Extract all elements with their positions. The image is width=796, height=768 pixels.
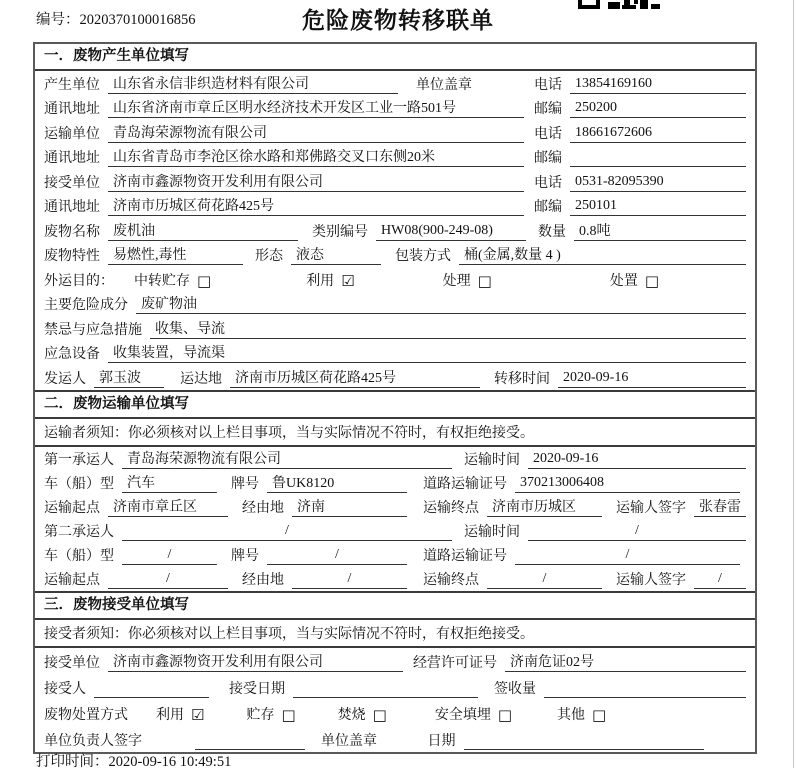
page-title: 危险废物转移联单 <box>302 8 494 33</box>
emergency-label: 禁忌与应急措施 <box>44 322 142 338</box>
plate2-label: 牌号 <box>231 548 259 564</box>
row-carrier2 <box>35 519 755 543</box>
row-receiving-person <box>35 674 755 700</box>
vehicle2-label: 车（船）型 <box>44 548 114 564</box>
destination-label: 运达地 <box>180 371 222 387</box>
transfer-time-label: 转移时间 <box>494 371 550 387</box>
origin1-value: 济南市章丘区 <box>108 496 228 517</box>
person-label: 接受人 <box>44 681 86 697</box>
license-value: 济南危证02号 <box>505 651 746 672</box>
phone1-value: 13854169160 <box>570 76 746 94</box>
vehicle2-value: / <box>122 547 217 565</box>
row-shipper <box>35 365 755 390</box>
permit1-value: 370213006408 <box>515 475 740 493</box>
row-route1 <box>35 495 755 519</box>
page-edge-divider <box>793 0 794 768</box>
address1-label: 通讯地址 <box>44 102 100 117</box>
section2-header: 二．废物运输单位填写 <box>35 390 755 419</box>
terminus1-value: 济南市历城区 <box>487 496 602 517</box>
receiver-label: 接受单位 <box>44 175 100 191</box>
checkbox-label: 安全填埋 <box>434 707 491 723</box>
permit2-value: / <box>515 547 740 565</box>
transporter-label: 运输单位 <box>44 126 100 142</box>
vehicle1-value: 汽车 <box>122 472 217 493</box>
phone1-label: 电话 <box>534 77 562 93</box>
receiving-unit-label: 接受单位 <box>44 655 100 671</box>
row-hazard <box>35 292 755 317</box>
hazard-value: 废矿物油 <box>136 293 746 314</box>
form-value: 液态 <box>291 244 381 265</box>
unit-seal-label: 单位盖章 <box>321 733 377 749</box>
transporter-notice <box>35 419 755 447</box>
carrier1-label: 第一承运人 <box>44 452 114 468</box>
purpose-option-transfer-storage <box>134 270 211 292</box>
via2-label: 经由地 <box>242 572 284 588</box>
disposal-option-other <box>557 704 606 726</box>
shipper-label: 发运人 <box>44 371 86 387</box>
checkbox-label: 利用 <box>306 273 335 289</box>
emergency-value: 收集、导流 <box>150 318 746 339</box>
received-amount-label: 签收量 <box>494 681 536 697</box>
via1-value: 济南 <box>292 496 407 517</box>
serial-label: 编号： <box>36 12 80 28</box>
waste-name-label: 废物名称 <box>44 224 100 240</box>
person-value <box>94 680 209 698</box>
sign-date-label: 日期 <box>427 733 456 749</box>
equipment-label: 应急设备 <box>44 347 100 362</box>
zip1-value: 250200 <box>570 100 746 118</box>
zip1-group <box>534 98 746 120</box>
form-label: 形态 <box>255 249 283 264</box>
sign1-label: 运输人签字 <box>616 500 686 516</box>
zip1-label: 邮编 <box>534 102 562 117</box>
address1-value: 山东省济南市章丘区明水经济技术开发区工业一路501号 <box>108 97 524 118</box>
receive-date-value <box>293 680 478 698</box>
row-transporter-address <box>35 145 755 170</box>
packing-label: 包装方式 <box>395 249 451 264</box>
disposal-option-incinerate <box>338 704 387 726</box>
receiver-notice <box>35 620 755 648</box>
permit2-label: 道路运输证号 <box>423 548 507 564</box>
checkbox-icon: □ <box>477 271 492 290</box>
sign2-label: 运输人签字 <box>616 572 686 588</box>
phone3-value: 0531-82095390 <box>570 174 746 192</box>
purpose-option-utilize <box>306 270 354 292</box>
waste-name-value: 废机油 <box>108 220 298 241</box>
row-route2 <box>35 567 755 591</box>
phone2-value: 18661672606 <box>570 125 746 143</box>
terminus2-value: / <box>487 571 602 589</box>
time1-label: 运输时间 <box>464 452 520 468</box>
head-sign-label: 单位负责人签字 <box>44 733 142 749</box>
checkbox-label: 中转贮存 <box>134 273 190 289</box>
print-time-label: 打印时间： <box>36 754 109 768</box>
address2-label: 通讯地址 <box>44 151 100 166</box>
checkbox-icon: □ <box>372 705 387 724</box>
time1-value: 2020-09-16 <box>528 451 746 469</box>
checkbox-icon: □ <box>644 271 660 290</box>
checkbox-icon: □ <box>497 705 513 724</box>
head-sign-value <box>195 732 305 750</box>
category-value: HW08(900-249-08) <box>376 223 526 241</box>
origin2-label: 运输起点 <box>44 572 100 588</box>
destination-value: 济南市历城区荷花路425号 <box>230 367 480 388</box>
traits-value: 易燃性,毒性 <box>108 244 243 265</box>
checkbox-label: 其他 <box>557 707 586 723</box>
traits-label: 废物特性 <box>44 249 100 264</box>
plate2-value: / <box>267 547 407 565</box>
checkbox-checked-icon: ☑ <box>341 271 355 290</box>
print-time <box>36 750 231 768</box>
notice-text: 接受者须知：你必须核对以上栏目事项，当与实际情况不符时，有权拒绝接受。 <box>44 626 534 642</box>
purpose-option-treat <box>443 270 492 292</box>
carrier2-value: / <box>122 523 452 541</box>
zip3-group <box>534 196 746 218</box>
zip3-label: 邮编 <box>534 200 562 215</box>
phone2-label: 电话 <box>534 126 562 142</box>
row-waste-name <box>35 218 755 243</box>
vehicle1-label: 车（船）型 <box>44 476 114 492</box>
row-equipment <box>35 341 755 366</box>
checkbox-icon: □ <box>592 705 607 724</box>
zip2-value <box>570 149 746 167</box>
row-vehicle1 <box>35 471 755 495</box>
terminus1-label: 运输终点 <box>423 500 479 516</box>
checkbox-label: 贮存 <box>246 707 275 723</box>
checkbox-checked-icon: ☑ <box>191 705 205 724</box>
notice-text: 运输者须知：你必须核对以上栏目事项，当与实际情况不符时，有权拒绝接受。 <box>44 425 534 441</box>
section1-header: 一．废物产生单位填写 <box>35 44 755 71</box>
row-emergency <box>35 316 755 341</box>
disposal-option-landfill <box>435 704 512 726</box>
packing-value: 桶(金属,数量 4 ) <box>459 244 746 265</box>
purpose-label: 外运目的： <box>44 273 114 289</box>
qr-code-icon <box>578 0 660 9</box>
phone3-group <box>534 172 746 194</box>
row-head-signature <box>35 726 755 752</box>
purpose-option-dispose <box>610 270 659 292</box>
manifest-form <box>33 42 757 754</box>
checkbox-label: 焚烧 <box>337 707 366 723</box>
row-waste-traits <box>35 243 755 268</box>
phone1-group <box>534 74 746 96</box>
via2-value: / <box>292 571 407 589</box>
receiver-value: 济南市鑫源物资开发利用有限公司 <box>108 171 524 192</box>
disposal-option-utilize <box>156 704 204 726</box>
sign-date-value <box>464 732 704 750</box>
checkbox-icon: □ <box>197 271 212 290</box>
checkbox-label: 利用 <box>156 707 184 723</box>
zip2-group <box>534 147 746 169</box>
row-receiver <box>35 169 755 194</box>
permit1-label: 道路运输证号 <box>423 476 507 492</box>
row-producer-address <box>35 96 755 121</box>
producer-label: 产生单位 <box>44 77 100 93</box>
row-receiver-address <box>35 194 755 219</box>
category-label: 类别编号 <box>312 224 368 240</box>
address2-value: 山东省青岛市李沧区徐水路和郑佛路交叉口东侧20米 <box>108 146 524 167</box>
serial-value: 2020370100016856 <box>79 12 196 28</box>
time2-label: 运输时间 <box>464 524 520 540</box>
quantity-value: 0.8吨 <box>574 220 746 241</box>
zip2-label: 邮编 <box>534 151 562 166</box>
checkbox-icon: □ <box>281 705 296 724</box>
terminus2-label: 运输终点 <box>423 572 479 588</box>
carrier2-label: 第二承运人 <box>44 524 114 540</box>
receiving-unit-value: 济南市鑫源物资开发利用有限公司 <box>108 651 403 672</box>
address3-label: 通讯地址 <box>44 200 100 215</box>
plate1-label: 牌号 <box>231 476 259 492</box>
carrier1-value: 青岛海荣源物流有限公司 <box>122 448 452 469</box>
origin2-value: / <box>108 571 228 589</box>
time2-value: / <box>528 523 746 541</box>
equipment-value: 收集装置，导流渠 <box>108 342 746 363</box>
row-producer <box>35 71 755 96</box>
row-receiving-unit <box>35 648 755 674</box>
unit-seal-label: 单位盖章 <box>416 77 472 93</box>
disposal-option-store <box>246 704 295 726</box>
row-transporter <box>35 120 755 145</box>
disposal-label: 废物处置方式 <box>44 707 128 723</box>
phone3-label: 电话 <box>534 175 562 191</box>
origin1-label: 运输起点 <box>44 500 100 516</box>
section3-header: 三．废物接受单位填写 <box>35 591 755 620</box>
checkbox-label: 处置 <box>609 273 638 289</box>
sign1-value: 张春雷 <box>694 496 746 517</box>
row-carrier1 <box>35 447 755 471</box>
print-time-value: 2020-09-16 10:49:51 <box>108 754 232 768</box>
checkbox-label: 处理 <box>442 273 471 289</box>
row-disposal-method <box>35 700 755 726</box>
transfer-time-value: 2020-09-16 <box>558 370 746 388</box>
hazard-label: 主要危险成分 <box>44 298 128 313</box>
license-label: 经营许可证号 <box>413 655 497 671</box>
via1-label: 经由地 <box>242 500 284 516</box>
row-vehicle2 <box>35 543 755 567</box>
shipper-value: 郭玉波 <box>94 367 164 388</box>
address3-value: 济南市历城区荷花路425号 <box>108 195 524 216</box>
sign2-value: / <box>694 571 746 589</box>
transporter-value: 青岛海荣源物流有限公司 <box>108 122 524 143</box>
phone2-group <box>534 123 746 145</box>
zip3-value: 250101 <box>570 198 746 216</box>
row-purpose <box>35 267 755 292</box>
received-amount-value <box>544 680 746 698</box>
receive-date-label: 接受日期 <box>229 681 285 697</box>
producer-value: 山东省永信非织造材料有限公司 <box>108 73 398 94</box>
plate1-value: 鲁UK8120 <box>267 472 407 493</box>
quantity-label: 数量 <box>538 224 566 240</box>
